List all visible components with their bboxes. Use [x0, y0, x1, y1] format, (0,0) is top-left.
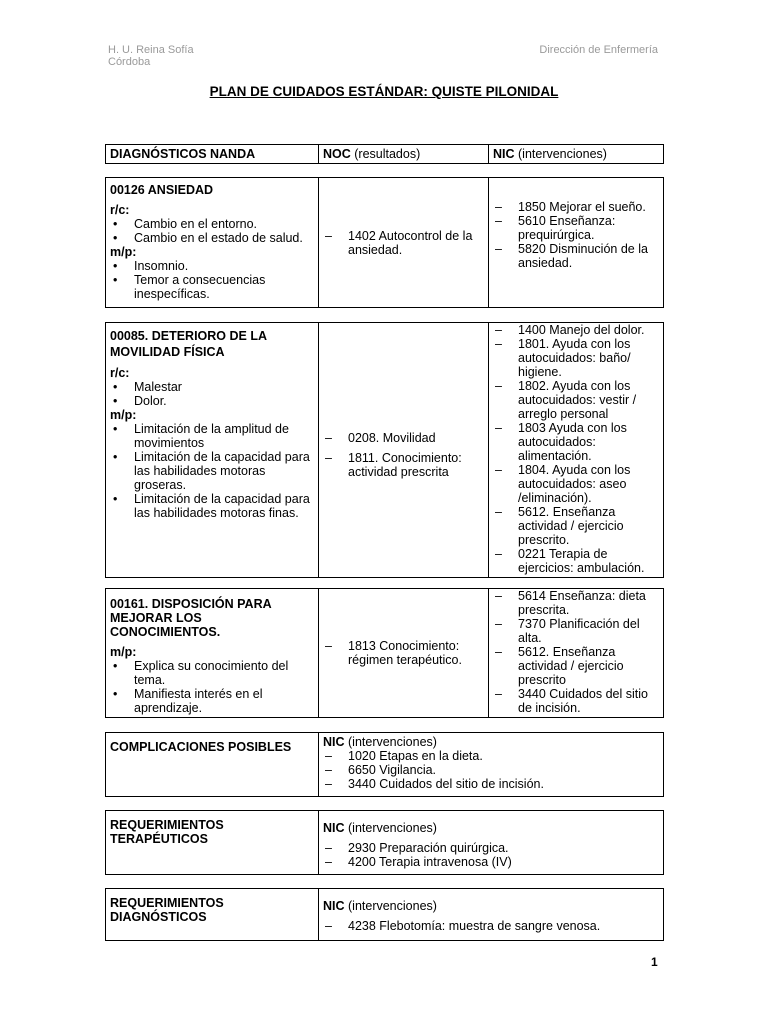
noc-cell — [319, 178, 489, 308]
diagnosis-table-movilidad — [105, 322, 664, 578]
complicaciones-label-cell — [106, 733, 319, 797]
list-item: – 2930 Preparación quirúrgica. — [323, 841, 659, 855]
list-item: – 6650 Vigilancia. — [323, 763, 659, 777]
nanda-column-header: DIAGNÓSTICOS NANDA — [106, 145, 319, 164]
rc-list — [110, 217, 314, 245]
list-item: – 1811. Conocimiento: actividad prescrita — [323, 451, 484, 479]
noc-list — [323, 431, 484, 479]
list-item: – 1804. Ayuda con los autocuidados: aseo /eliminación). — [493, 463, 659, 505]
req-terapeuticos-label-cell — [106, 811, 319, 875]
req-terapeuticos-label: REQUERIMIENTOS TERAPÉUTICOS — [110, 818, 224, 846]
rc-list — [110, 380, 314, 408]
list-item: – 1802. Ayuda con los autocuidados: vestir / arreglo personal — [493, 379, 659, 421]
list-item: – 5614 Enseñanza: dieta prescrita. — [493, 589, 659, 617]
diagnosis-table-conocimientos — [105, 588, 664, 718]
req-diagnosticos-nic-cell — [319, 889, 664, 941]
nic-cell — [489, 323, 664, 578]
nanda-cell — [106, 178, 319, 308]
nanda-cell — [106, 589, 319, 718]
list-item: • Temor a consecuencias inespecíficas. — [110, 273, 314, 301]
list-item: – 1803 Ayuda con los autocuidados: alimentación. — [493, 421, 659, 463]
nic-column-header: NIC (intervenciones) — [489, 145, 664, 164]
nic-list — [493, 200, 659, 270]
list-item: • Malestar — [110, 380, 314, 394]
nic-heading: NIC (intervenciones) — [323, 899, 437, 913]
nic-cell — [489, 589, 664, 718]
complicaciones-nic-cell — [319, 733, 664, 797]
mp-list — [110, 422, 314, 520]
list-item: – 1020 Etapas en la dieta. — [323, 749, 659, 763]
mp-label: m/p: — [110, 408, 137, 422]
list-item: • Limitación de la capacidad para las habilidades motoras groseras. — [110, 450, 314, 492]
column-header-table — [105, 144, 664, 164]
list-item: – 5610 Enseñanza: prequirúrgica. — [493, 214, 659, 242]
list-item: – 5612. Enseñanza actividad / ejercicio prescrito — [493, 645, 659, 687]
list-item: • Insomnio. — [110, 259, 314, 273]
list-item: – 5820 Disminución de la ansiedad. — [493, 242, 659, 270]
noc-cell — [319, 589, 489, 718]
nic-list — [493, 589, 659, 715]
list-item: • Limitación de la capacidad para las habilidades motoras finas. — [110, 492, 314, 520]
hospital-name: H. U. Reina Sofía — [108, 44, 194, 56]
mp-label: m/p: — [110, 645, 137, 659]
page-title: PLAN DE CUIDADOS ESTÁNDAR: QUISTE PILONIDAL — [209, 84, 559, 99]
page-number: 1 — [651, 955, 658, 969]
list-item: • Dolor. — [110, 394, 314, 408]
list-item: • Limitación de la amplitud de movimientos — [110, 422, 314, 450]
nic-list — [323, 749, 659, 791]
list-item: – 0208. Movilidad — [323, 431, 484, 445]
diagnosis-title: 00126 ANSIEDAD — [110, 183, 214, 197]
nic-list — [323, 841, 659, 869]
mp-label: m/p: — [110, 245, 137, 259]
list-item: – 3440 Cuidados del sitio de incisión. — [323, 777, 659, 791]
list-item: – 5612. Enseñanza actividad / ejercicio prescrito. — [493, 505, 659, 547]
list-item: – 4200 Terapia intravenosa (IV) — [323, 855, 659, 869]
nic-heading: NIC (intervenciones) — [323, 821, 437, 835]
list-item: – 4238 Flebotomía: muestra de sangre venosa. — [323, 919, 659, 933]
list-item: – 7370 Planificación del alta. — [493, 617, 659, 645]
noc-column-header: NOC (resultados) — [319, 145, 489, 164]
hospital-city: Córdoba — [108, 56, 151, 68]
noc-list — [323, 639, 484, 667]
list-item: – 1813 Conocimiento: régimen terapéutico. — [323, 639, 484, 667]
nic-list — [493, 323, 659, 575]
list-item: • Manifiesta interés en el aprendizaje. — [110, 687, 314, 715]
diagnosis-title: 00085. DETERIORO DE LA MOVILIDAD FÍSICA — [110, 329, 267, 359]
list-item: • Cambio en el entorno. — [110, 217, 314, 231]
department-name: Dirección de Enfermería — [539, 44, 658, 56]
mp-list — [110, 259, 314, 301]
nic-list — [323, 919, 659, 933]
complicaciones-label: COMPLICACIONES POSIBLES — [110, 740, 292, 754]
list-item: – 1850 Mejorar el sueño. — [493, 200, 659, 214]
mp-list — [110, 659, 314, 715]
nic-heading: NIC (intervenciones) — [323, 735, 437, 749]
list-item: – 1801. Ayuda con los autocuidados: baño/ higiene. — [493, 337, 659, 379]
req-diagnosticos-label: REQUERIMIENTOS DIAGNÓSTICOS — [110, 896, 224, 924]
rc-label: r/c: — [110, 366, 130, 380]
req-terapeuticos-table — [105, 810, 664, 875]
req-terapeuticos-nic-cell — [319, 811, 664, 875]
nanda-cell — [106, 323, 319, 578]
list-item: • Cambio en el estado de salud. — [110, 231, 314, 245]
diagnosis-title: 00161. DISPOSICIÓN PARA MEJORAR LOS CONOCIMIENTOS. — [110, 597, 272, 639]
diagnosis-table-ansiedad — [105, 177, 664, 308]
list-item: – 0221 Terapia de ejercicios: ambulación. — [493, 547, 659, 575]
nic-cell — [489, 178, 664, 308]
list-item: – 1400 Manejo del dolor. — [493, 323, 659, 337]
list-item: – 3440 Cuidados del sitio de incisión. — [493, 687, 659, 715]
noc-cell — [319, 323, 489, 578]
req-diagnosticos-table — [105, 888, 664, 941]
complicaciones-table — [105, 732, 664, 797]
req-diagnosticos-label-cell — [106, 889, 319, 941]
list-item: – 1402 Autocontrol de la ansiedad. — [323, 229, 484, 257]
noc-list — [323, 229, 484, 257]
rc-label: r/c: — [110, 203, 130, 217]
list-item: • Explica su conocimiento del tema. — [110, 659, 314, 687]
